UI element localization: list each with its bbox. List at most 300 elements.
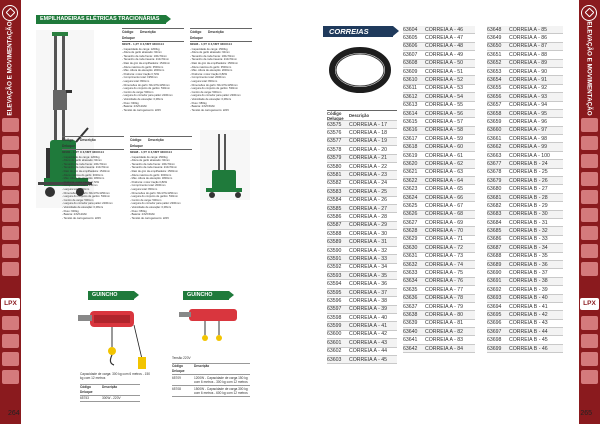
section-tab[interactable] <box>581 226 598 240</box>
table-row <box>403 93 475 101</box>
spec-line: - Altura máxima do garfo: 3000mm <box>130 173 172 177</box>
section-tab[interactable] <box>2 154 19 168</box>
spec-line: - Tamanho da roda frente: 100x70mm <box>130 162 175 166</box>
row-desc: CORREIA B - 46 <box>509 345 548 352</box>
row-desc: CORREIA A - 52 <box>425 77 464 84</box>
col-code-header: Código Deluque <box>190 30 204 40</box>
table-row <box>403 278 475 286</box>
spec-line: - Tamanho da roda frente: 100x70mm <box>62 162 107 166</box>
table-row <box>403 303 475 311</box>
row-desc: CORREIA A - 55 <box>425 102 464 109</box>
col-code-header: Código Deluque <box>130 138 144 148</box>
table-row <box>403 253 475 261</box>
row-code: 63582 <box>327 180 342 187</box>
spec-line: - Largura total: 800mm <box>190 79 218 83</box>
table-row <box>487 236 563 244</box>
table-row <box>403 295 475 303</box>
table-row <box>487 68 563 76</box>
row-desc: CORREIA A - 28 <box>349 213 388 220</box>
row-desc: CORREIA A - 83 <box>425 337 464 344</box>
table-row <box>487 345 563 353</box>
row-code: 63692 <box>487 286 502 293</box>
table-row <box>403 76 475 84</box>
row-code: 63594 <box>327 281 342 288</box>
row-desc: CORREIA A - 77 <box>425 286 464 293</box>
stacker-section-tag: EMPILHADEIRAS ELÉTRICAS TRACIONÁRIAS <box>36 15 166 24</box>
section-tabs-lower <box>2 316 19 388</box>
table-row <box>487 202 563 210</box>
table-row <box>403 244 475 252</box>
row-code: 63596 <box>327 297 342 304</box>
spec-line: - Potência: motor tração 0,8kW <box>130 180 168 184</box>
table-row <box>487 60 563 68</box>
table-row <box>403 135 475 143</box>
table-row <box>487 311 563 319</box>
row-desc: CORREIA A - 32 <box>349 247 388 254</box>
row-code: 63617 <box>403 135 418 142</box>
row-code: 63627 <box>403 219 418 226</box>
row-desc: CORREIA B - 26 <box>509 177 548 184</box>
table-row <box>172 386 250 397</box>
brand-logo-icon <box>2 5 18 21</box>
row-code: 63602 <box>327 348 342 355</box>
stacker-spec-block <box>122 28 184 112</box>
row-code: 63577 <box>327 138 342 145</box>
table-row <box>487 85 563 93</box>
spec-line: - Largura do corredor para pallet: 2300mm <box>190 94 241 98</box>
row-code: 63661 <box>487 135 502 142</box>
row-desc: CORREIA A - 38 <box>349 297 388 304</box>
col-code-header: Código Deluque <box>327 110 344 121</box>
spec-line: - Potência: motor tração 0,8kW <box>190 72 228 76</box>
spec-model: 82978 - 1,2T X 3,5MT 330X114 <box>122 42 164 46</box>
row-desc: CORREIA A - 72 <box>425 244 464 251</box>
row-code: 63580 <box>327 163 342 170</box>
spec-line: - Centro de carga: 500mm <box>190 90 222 94</box>
row-code: 63629 <box>403 236 418 243</box>
row-code: 63691 <box>487 278 502 285</box>
row-desc: CORREIA A - 36 <box>349 281 388 288</box>
row-code: 65708 <box>172 387 181 391</box>
row-desc: CORREIA A - 76 <box>425 278 464 285</box>
row-code: 63677 <box>487 160 502 167</box>
table-row <box>487 211 563 219</box>
table-row <box>487 43 563 51</box>
row-code: 63592 <box>327 264 342 271</box>
stacker-spec-block <box>62 136 124 220</box>
row-desc: CORREIA A - 23 <box>349 172 388 179</box>
col-desc-header: Descrição <box>349 113 370 118</box>
row-desc: CORREIA A - 96 <box>509 118 548 125</box>
row-desc: CORREIA A - 97 <box>509 127 548 134</box>
row-code: 63584 <box>327 197 342 204</box>
row-code: 63601 <box>327 339 342 346</box>
row-desc: CORREIA A - 86 <box>509 35 548 42</box>
row-desc: CORREIA A - 46 <box>425 26 464 33</box>
row-desc: CORREIA A - 82 <box>425 328 464 335</box>
table-row <box>327 247 397 255</box>
table-row <box>403 211 475 219</box>
row-desc: CORREIA A - 74 <box>425 261 464 268</box>
row-code: 63593 <box>327 272 342 279</box>
section-tab[interactable] <box>2 136 19 150</box>
row-code: 63687 <box>487 244 502 251</box>
row-code: 63599 <box>327 323 342 330</box>
section-tab[interactable] <box>581 244 598 258</box>
section-tab[interactable] <box>2 244 19 258</box>
spec-line: - Velocidade de elevação: 0,08m/s <box>130 205 172 209</box>
section-tab[interactable] <box>2 208 19 222</box>
hoist-right-note: Tensão 220V <box>172 356 191 360</box>
table-row <box>403 269 475 277</box>
table-row <box>403 26 475 34</box>
row-desc: CORREIA A - 26 <box>349 197 388 204</box>
row-desc: CORREIA A - 80 <box>425 311 464 318</box>
row-code: 63610 <box>403 77 418 84</box>
spec-line: - Bateria: 24V/120Ah <box>122 105 147 109</box>
spec-line: - Dimensões do garfo: 60x170x1150mm <box>122 83 170 87</box>
table-row <box>487 93 563 101</box>
row-code: 63648 <box>487 26 502 33</box>
row-desc: CORREIA B - 27 <box>509 186 548 193</box>
col-desc-header: Descrição <box>194 364 210 368</box>
row-desc: CORREIA A - 92 <box>509 85 548 92</box>
stacker-photo-2 <box>200 130 250 200</box>
section-tab[interactable] <box>581 118 598 132</box>
row-code: 63682 <box>487 202 502 209</box>
table-row <box>487 185 563 193</box>
row-desc: CORREIA A - 19 <box>349 138 388 145</box>
table-row <box>487 219 563 227</box>
spec-line: - Peso: 680kg <box>190 101 207 105</box>
table-row <box>327 348 397 356</box>
row-desc: CORREIA A - 56 <box>425 110 464 117</box>
table-row <box>403 169 475 177</box>
table-row <box>403 34 475 42</box>
table-row <box>327 121 397 129</box>
row-desc: CORREIA B - 44 <box>509 328 548 335</box>
table-row <box>487 194 563 202</box>
row-code: 63630 <box>403 244 418 251</box>
table-row <box>403 118 475 126</box>
table-row <box>327 188 397 196</box>
table-row <box>487 118 563 126</box>
section-tab[interactable] <box>581 316 598 330</box>
table-row <box>403 68 475 76</box>
hoist-photo-right <box>175 303 250 348</box>
section-tab[interactable] <box>581 172 598 186</box>
row-code: 63588 <box>327 230 342 237</box>
section-title-text: ELEVAÇÃO E MOVIMENTAÇÃO <box>586 20 594 116</box>
hoist-left-note: Capacidade de carga: 300 kg com 6 metros - 150 kg com 12 metros <box>80 372 150 381</box>
table-row <box>327 197 397 205</box>
hoist-tag-left: GUINCHO <box>88 291 134 300</box>
section-tab[interactable] <box>581 334 598 348</box>
row-code: 63606 <box>403 43 418 50</box>
table-row <box>172 375 250 386</box>
row-code: 63684 <box>487 219 502 226</box>
hoist-right-table <box>172 363 250 397</box>
brand-lpx-tag: LPX <box>580 298 599 310</box>
row-code: 63640 <box>403 328 418 335</box>
section-tab[interactable] <box>2 172 19 186</box>
row-code: 63575 <box>327 121 342 128</box>
row-code: 63613 <box>403 102 418 109</box>
table-row <box>487 278 563 286</box>
section-tab[interactable] <box>581 262 598 276</box>
table-row <box>487 295 563 303</box>
row-code: 63619 <box>403 152 418 159</box>
row-code: 63663 <box>487 152 502 159</box>
row-desc: CORREIA B - 25 <box>509 169 548 176</box>
row-desc: CORREIA A - 49 <box>425 51 464 58</box>
row-desc: CORREIA A - 62 <box>425 160 464 167</box>
row-code: 63635 <box>403 286 418 293</box>
section-tab[interactable] <box>2 316 19 330</box>
row-desc: CORREIA B - 34 <box>509 244 548 251</box>
row-code: 63620 <box>403 160 418 167</box>
table-row <box>327 255 397 263</box>
table-row <box>403 286 475 294</box>
row-desc: CORREIA A - 20 <box>349 146 388 153</box>
section-tab[interactable] <box>2 352 19 366</box>
table-row <box>327 314 397 322</box>
col-code-header: Código Deluque <box>122 30 136 40</box>
row-code: 63586 <box>327 213 342 220</box>
section-tab[interactable] <box>2 370 19 384</box>
spec-line: - Tamanho da roda traseira: 210x70mm <box>130 166 178 170</box>
section-tab[interactable] <box>581 136 598 150</box>
section-tab[interactable] <box>581 154 598 168</box>
spec-line: - Comprimento total: 1950mm <box>122 76 158 80</box>
row-code: 63614 <box>403 110 418 117</box>
spec-line: - Centro de carga: 500mm <box>62 198 94 202</box>
hoist-illustration-icon <box>175 303 250 348</box>
row-desc: CORREIA A - 59 <box>425 135 464 142</box>
row-code: 63660 <box>487 127 502 134</box>
row-desc: CORREIA B - 28 <box>509 194 548 201</box>
table-row <box>487 152 563 160</box>
row-desc: CORREIA A - 90 <box>509 68 548 75</box>
table-row <box>403 311 475 319</box>
spec-line: - Bateria: 24V/120Ah <box>62 213 87 217</box>
row-code: 63622 <box>403 177 418 184</box>
section-tab[interactable] <box>2 118 19 132</box>
table-row <box>327 171 397 179</box>
row-desc: CORREIA B - 43 <box>509 320 548 327</box>
stacker-illustration-icon <box>200 130 250 200</box>
row-code: 63597 <box>327 306 342 313</box>
row-desc: CORREIA A - 25 <box>349 188 388 195</box>
row-code: 63628 <box>403 228 418 235</box>
page-number-left: 264 <box>8 410 20 417</box>
hoist-left-table <box>80 384 140 402</box>
row-code: 63696 <box>487 320 502 327</box>
table-row <box>403 51 475 59</box>
row-desc: CORREIA A - 34 <box>349 264 388 271</box>
table-row <box>487 244 563 252</box>
table-row <box>327 264 397 272</box>
row-desc: CORREIA B - 33 <box>509 236 548 243</box>
row-code: 63695 <box>487 311 502 318</box>
row-code: 63657 <box>487 102 502 109</box>
spec-line: - Peso: 630kg <box>122 101 139 105</box>
hoist-tag-right: GUINCHO <box>183 291 229 300</box>
spec-line: - Largura total: 800mm <box>62 187 90 191</box>
row-code: 63649 <box>487 35 502 42</box>
table-row <box>327 230 397 238</box>
row-desc: CORREIA B - 35 <box>509 253 548 260</box>
row-code: 63626 <box>403 211 418 218</box>
row-desc: CORREIA A - 21 <box>349 155 388 162</box>
row-desc: CORREIA A - 89 <box>509 60 548 67</box>
row-desc: CORREIA B - 32 <box>509 228 548 235</box>
row-desc: CORREIA A - 70 <box>425 228 464 235</box>
row-code: 63634 <box>403 278 418 285</box>
table-row <box>403 236 475 244</box>
row-desc: CORREIA A - 31 <box>349 239 388 246</box>
section-tab[interactable] <box>2 226 19 240</box>
table-row <box>403 143 475 151</box>
spec-line: - Raio de giro da empilhadeira: 1560mm <box>190 61 238 65</box>
row-desc: 1200W - Capacidade de carga 150 kg com 6 metros - 300 kg com 12 metros <box>194 376 248 384</box>
row-desc: CORREIA A - 51 <box>425 68 464 75</box>
section-tab[interactable] <box>2 262 19 276</box>
spec-model: 82980 - 1,2T X 3,5MT 330X114 <box>62 150 104 154</box>
spec-line: - Altura de garfo abaixado: 90mm <box>62 159 102 163</box>
section-tabs <box>581 118 598 280</box>
row-code: 63598 <box>327 314 342 321</box>
table-row <box>403 345 475 353</box>
spec-line: - Potência: motor tração 0,7kW <box>62 180 100 184</box>
row-desc: CORREIA A - 98 <box>509 135 548 142</box>
table-row <box>403 320 475 328</box>
table-row <box>487 320 563 328</box>
row-desc: CORREIA A - 58 <box>425 127 464 134</box>
row-desc: CORREIA A - 61 <box>425 152 464 159</box>
table-row <box>327 280 397 288</box>
row-code: 63583 <box>327 188 342 195</box>
row-desc: CORREIA A - 33 <box>349 255 388 262</box>
spec-line: - Peso: 650kg <box>130 209 147 213</box>
row-desc: CORREIA A - 30 <box>349 230 388 237</box>
spec-line: - Largura do corredor para pallet: 2300mm <box>130 202 181 206</box>
table-row <box>487 34 563 42</box>
spec-line: - Comprimento total: 2000mm <box>130 184 166 188</box>
row-desc: CORREIA B - 37 <box>509 270 548 277</box>
table-row <box>403 227 475 235</box>
row-desc: 1500W - Capacidade de carga 300 kg com 6 metros - 600 kg com 12 metros <box>194 387 248 395</box>
spec-line: - Peso: 600kg <box>62 209 79 213</box>
table-row <box>403 160 475 168</box>
row-desc: CORREIA B - 41 <box>509 303 548 310</box>
table-row <box>487 76 563 84</box>
table-row <box>487 227 563 235</box>
spec-line: - Dimensões do garfo: 60x170x1150mm <box>130 191 178 195</box>
right-sidebar <box>579 0 600 424</box>
section-tab[interactable] <box>581 352 598 366</box>
stacker-spec-block <box>190 28 252 112</box>
table-row <box>487 110 563 118</box>
row-code: 63607 <box>403 51 418 58</box>
row-desc: CORREIA A - 60 <box>425 144 464 151</box>
spec-model: 82996 - 1,5T X 3,5MT 330X114 <box>190 42 232 46</box>
row-code: 63608 <box>403 60 418 67</box>
row-desc: CORREIA A - 78 <box>425 295 464 302</box>
row-desc: CORREIA A - 67 <box>425 202 464 209</box>
table-row <box>327 205 397 213</box>
row-code: 63641 <box>403 337 418 344</box>
left-sidebar <box>0 0 21 424</box>
section-tab[interactable] <box>2 190 19 204</box>
row-desc: CORREIA A - 47 <box>425 35 464 42</box>
spec-line: - Tensão de carregamento: 220V <box>190 108 230 112</box>
row-desc: CORREIA B - 39 <box>509 286 548 293</box>
spec-line: - Tensão de carregamento: 220V <box>130 216 170 220</box>
spec-line: - Tamanho da roda traseira: 210x70mm <box>122 58 170 62</box>
row-code: 63697 <box>487 328 502 335</box>
row-code: 63651 <box>487 51 502 58</box>
row-code: 63693 <box>487 295 502 302</box>
table-row <box>487 169 563 177</box>
table-row <box>327 222 397 230</box>
row-desc: CORREIA A - 24 <box>349 180 388 187</box>
table-row <box>327 129 397 137</box>
row-desc: CORREIA A - 39 <box>349 306 388 313</box>
row-code: 63604 <box>403 26 418 33</box>
row-code: 63654 <box>487 77 502 84</box>
spec-line: - Velocidade de elevação: 0,08m/s <box>190 97 232 101</box>
spec-line: - Altura de garfo abaixado: 90mm <box>190 51 230 55</box>
col-code-header: Código Deluque <box>172 364 185 373</box>
row-desc: CORREIA B - 30 <box>509 211 548 218</box>
row-code: 63623 <box>403 186 418 193</box>
spec-line: - Largura do corredor para pallet: 2200mm <box>122 94 173 98</box>
spec-line: - Altura máxima do garfo: 3500mm <box>122 65 164 69</box>
section-tab[interactable] <box>2 334 19 348</box>
brand-logo-icon <box>581 5 597 21</box>
row-code: 63689 <box>487 261 502 268</box>
row-desc: CORREIA A - 53 <box>425 85 464 92</box>
brand-lpx-tag: LPX <box>1 298 20 310</box>
row-desc: CORREIA A - 63 <box>425 169 464 176</box>
section-tab[interactable] <box>581 190 598 204</box>
row-code: 63600 <box>327 331 342 338</box>
row-desc: CORREIA A - 79 <box>425 303 464 310</box>
row-code: 63603 <box>327 356 342 363</box>
section-tab[interactable] <box>581 208 598 222</box>
correias-table-1 <box>327 110 397 364</box>
row-code: 63621 <box>403 169 418 176</box>
table-row <box>487 336 563 344</box>
section-title-vertical <box>581 20 598 116</box>
correias-table-3 <box>487 26 563 353</box>
spec-line: - Dimensões do garfo: 60x170x1150mm <box>62 191 110 195</box>
table-row <box>403 336 475 344</box>
table-row <box>327 180 397 188</box>
spec-line: - Tamanho da roda traseira: 210x70mm <box>62 166 110 170</box>
table-row <box>487 177 563 185</box>
col-code-header: Código Deluque <box>80 385 93 394</box>
table-row <box>487 286 563 294</box>
table-row <box>487 269 563 277</box>
row-desc: CORREIA A - 95 <box>509 110 548 117</box>
section-tab[interactable] <box>581 370 598 384</box>
table-row <box>403 261 475 269</box>
section-tabs-lower <box>581 316 598 388</box>
row-desc: CORREIA A - 37 <box>349 289 388 296</box>
correias-table-2 <box>403 26 475 353</box>
